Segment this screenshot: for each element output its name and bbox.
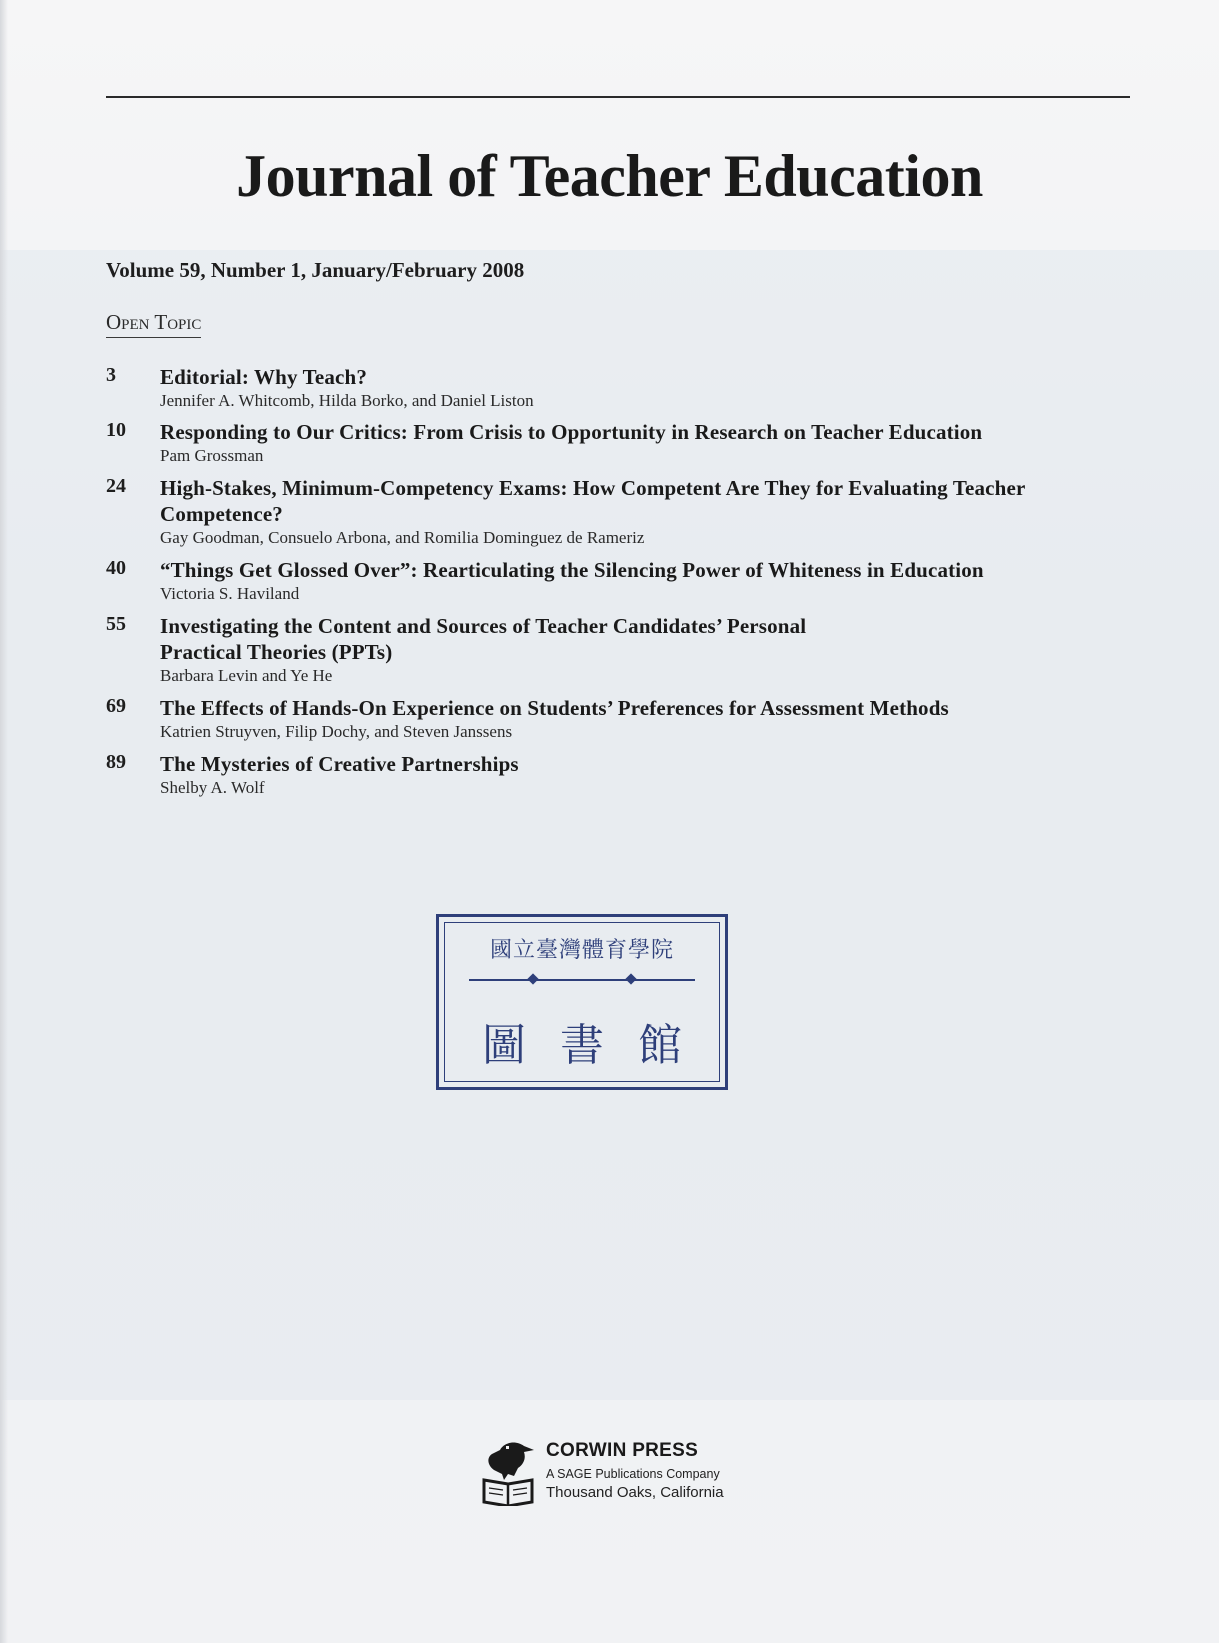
toc-page-number: 3: [106, 364, 116, 386]
toc-authors: Gay Goodman, Consuelo Arbona, and Romilia Dominguez de Rameriz: [160, 528, 645, 547]
toc-page-number: 24: [106, 475, 126, 497]
toc-entry[interactable]: [106, 751, 1126, 798]
issue-line: Volume 59, Number 1, January/February 2008: [106, 258, 525, 282]
toc-article-title[interactable]: The Effects of Hands-On Experience on Students’ Preferences for Assessment Methods: [160, 696, 949, 720]
journal-title: Journal of Teacher Education: [236, 143, 983, 209]
toc-page-number: 69: [106, 695, 126, 717]
toc-article-title[interactable]: Investigating the Content and Sources of Teacher Candidates’ Personal Practical Theories (PPTs): [160, 614, 807, 664]
toc-authors: Barbara Levin and Ye He: [160, 666, 333, 685]
toc-entry[interactable]: [106, 475, 1126, 548]
toc-page-number: 89: [106, 751, 126, 773]
toc-entry[interactable]: [106, 613, 1126, 686]
toc-entry[interactable]: [106, 364, 1126, 411]
publisher-block: [480, 1440, 780, 1510]
publisher-name: CORWIN PRESS: [546, 1440, 699, 1461]
section-heading: Open Topic: [106, 310, 201, 338]
toc-article-title[interactable]: High-Stakes, Minimum-Competency Exams: How Competent Are They for Evaluating Teacher Competence?: [160, 476, 1026, 526]
library-stamp: [436, 914, 728, 1090]
stamp-institution-name: 國立臺灣體育學院: [489, 938, 674, 963]
publisher-location: Thousand Oaks, California: [546, 1484, 724, 1501]
toc-entry[interactable]: [106, 557, 1126, 604]
toc-authors: Shelby A. Wolf: [160, 778, 265, 797]
toc-authors: Jennifer A. Whitcomb, Hilda Borko, and Daniel Liston: [160, 391, 534, 410]
toc-article-title[interactable]: Responding to Our Critics: From Crisis to Opportunity in Research on Teacher Education: [160, 420, 983, 444]
toc-article-title[interactable]: Editorial: Why Teach?: [160, 365, 367, 389]
toc-article-title[interactable]: The Mysteries of Creative Partnerships: [160, 752, 519, 776]
toc-authors: Pam Grossman: [160, 446, 264, 465]
top-rule: [106, 96, 1130, 98]
toc-authors: Katrien Struyven, Filip Dochy, and Steven Janssens: [160, 722, 513, 741]
toc-authors: Victoria S. Haviland: [160, 584, 300, 603]
publisher-subtitle: A SAGE Publications Company: [546, 1467, 720, 1481]
crow-on-book-icon: [480, 1440, 536, 1506]
page-edge-shadow: [0, 0, 8, 1643]
toc-page-number: 55: [106, 613, 126, 635]
toc-entry[interactable]: [106, 419, 1126, 466]
toc-article-title[interactable]: “Things Get Glossed Over”: Rearticulating the Silencing Power of Whiteness in Education: [160, 558, 984, 582]
toc-page-number: 10: [106, 419, 126, 441]
stamp-ornament-divider: [469, 979, 695, 981]
toc-page-number: 40: [106, 557, 126, 579]
toc-entry[interactable]: [106, 695, 1126, 742]
table-of-contents: [106, 364, 1126, 798]
stamp-library-label: 圖書館: [482, 1020, 716, 1071]
